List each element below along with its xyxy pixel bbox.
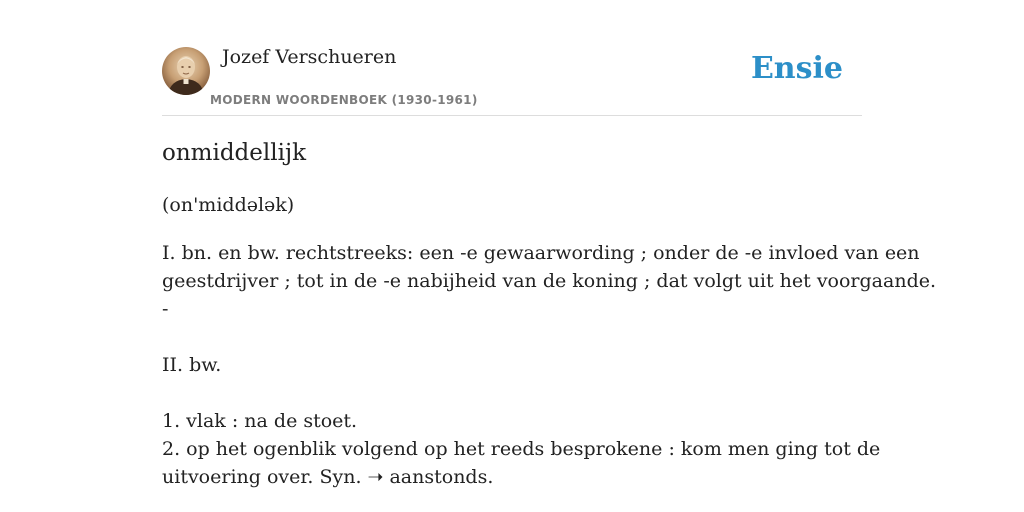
definition-line: I. bn. en bw. rechtstreeks: een -e gewaarwording ; onder de -e invloed van een [162,242,920,264]
author-name[interactable]: Jozef Verschueren [222,46,397,68]
definition-line: II. bw. [162,354,222,376]
definition-line: 2. op het ogenblik volgend op het reeds besprokene : kom men ging tot de [162,438,881,460]
header-divider [162,115,862,116]
source-label[interactable]: MODERN WOORDENBOEK (1930-1961) [210,93,478,107]
entry-pronunciation: (on'middələk) [162,194,295,216]
author-avatar[interactable] [162,47,210,95]
portrait-icon [162,47,210,95]
ensie-logo[interactable]: Ensie [750,51,843,86]
definition-line [162,323,862,351]
definition-line: 1. vlak : na de stoet. [162,410,358,432]
entry-definition [162,239,937,491]
definition-line: uitvoering over. Syn. ➝ aanstonds. [162,466,494,488]
entry-headword: onmiddellijk [162,140,307,166]
definition-line: - [162,298,169,320]
definition-line [162,379,862,407]
definition-line: geestdrijver ; tot in de -e nabijheid van de koning ; dat volgt uit het voorgaande. [162,270,937,292]
